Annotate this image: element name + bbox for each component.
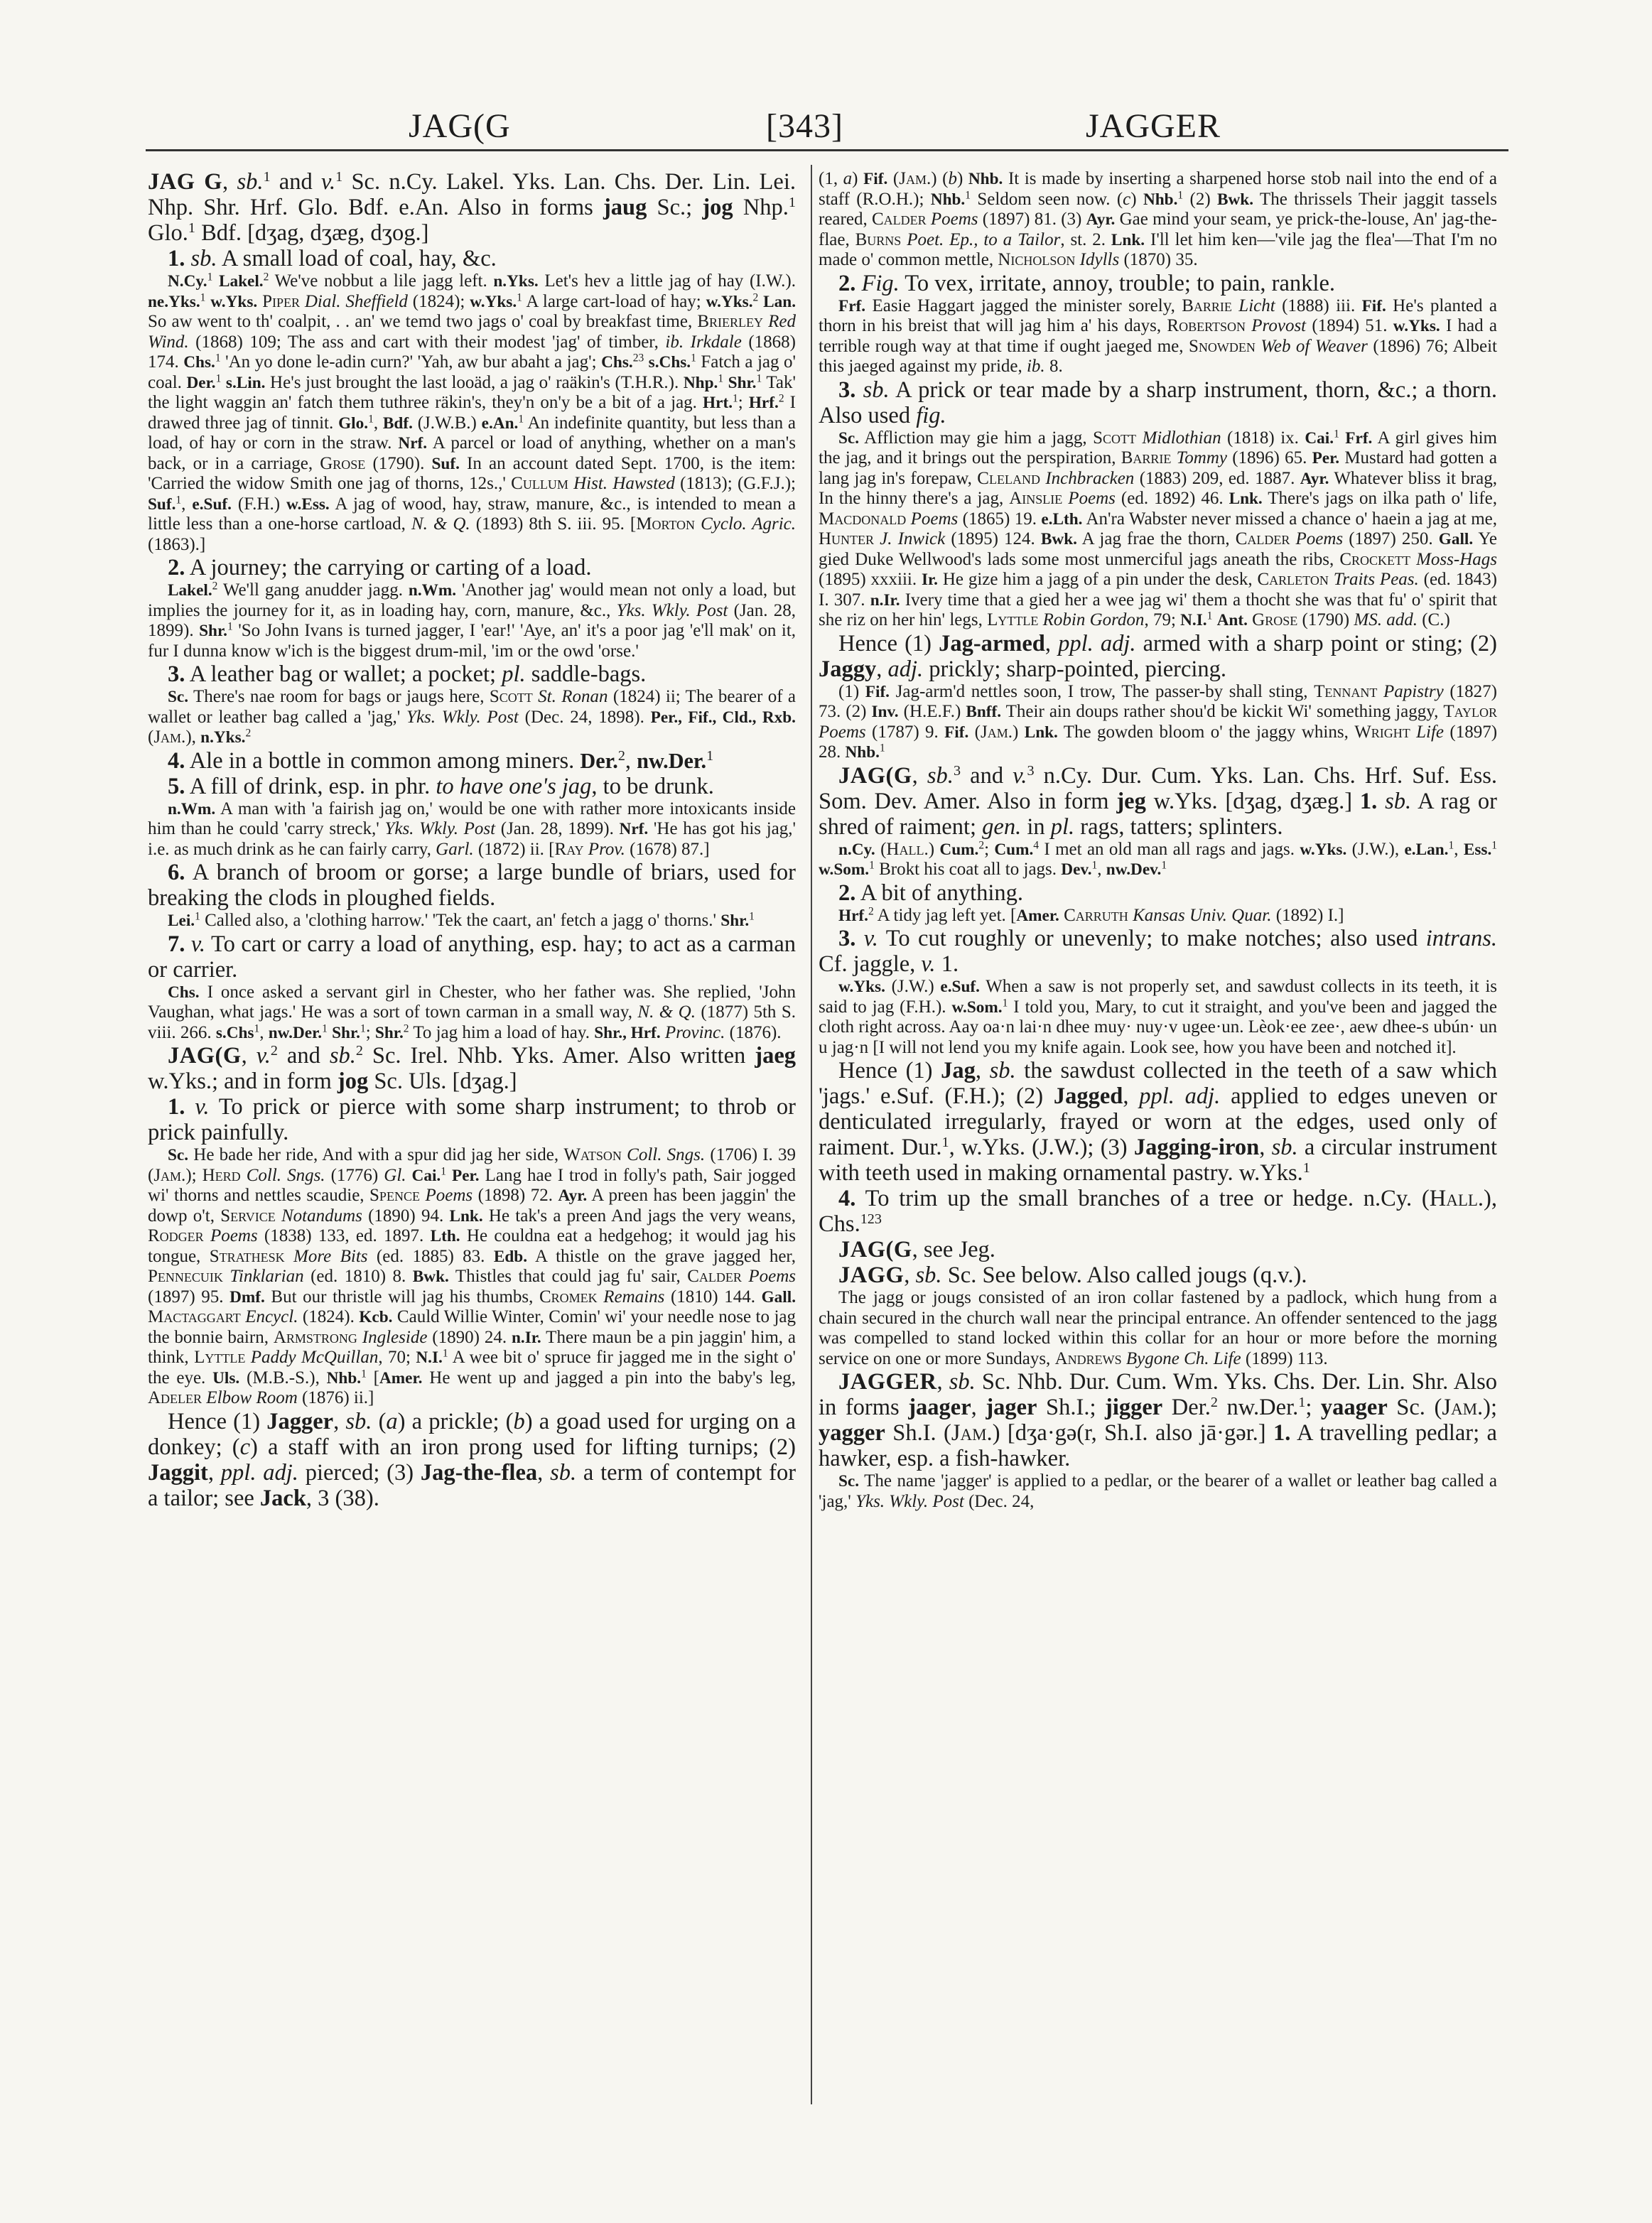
entry-paragraph: (1, a) Fif. (Jam.) (b) Nhb. It is made by inserting a sharpened horse stob nail into the end of a staff (R.O.H.); Nhb.$^1$ Seldom seen now. (c) Nhb.$^1$ (2) Bwk. The thrissels Their jaggit tassels reared, Calder Poems (1897) 81. (3) Ayr. Gae mind your seam, ye prick-the-louse, An' jag-the-flae, Burns Poet. Ep., to a Tailor, st. 2. Lnk. I'll let him ken—'vile jag the flea'—That I'm no made o' common mettle, Nicholson Idylls (1870) 35. (819, 169, 1497, 269)
entry-paragraph: JAGGER, sb. Sc. Nhb. Dur. Cum. Wm. Yks. Chs. Der. Lin. Shr. Also in forms jaager, jager Sh.I.; jigger Der.$^2$ nw.Der.$^1$; yaager Sc. (Jam.); yagger Sh.I. (Jam.) [dʒa·gə(r, Sh.I. also jā·gər.] 1. A travelling pedlar; a hawker, esp. a fish-hawker. (819, 1369, 1497, 1471)
entry-paragraph: Sc. The name 'jagger' is applied to a pedlar, or the bearer of a wallet or leather bag called a 'jag,' Yks. Wkly. Post (Dec. 24, (819, 1471, 1497, 1511)
entry-paragraph: JAG(G, see Jeg. (838, 1237, 995, 1262)
entry-paragraph: 2. A bit of anything. (838, 880, 1023, 906)
entry-paragraph: JAG(G, v.$^2$ and sb.$^2$ Sc. Irel. Nhb. Yks. Amer. Also written jaeg w.Yks.; and in form jog Sc. Uls. [dʒag.] (148, 1042, 796, 1094)
entry-paragraph: Hence (1) Jag, sb. the sawdust collected in the teeth of a saw which 'jags.' e.Suf. (F.H.); (2) Jagged, ppl. adj. applied to edges uneven or denticulated irregularly, frayed or worn at the edges, used only of raiment. Dur.$^1$, w.Yks. (J.W.); (3) Jagging-iron, sb. a circular instrument with teeth used in making ornamental pastry. w.Yks.$^1$ (819, 1058, 1497, 1186)
entry-paragraph: 5. A fill of drink, esp. in phr. to have one's jag, to be drunk. (168, 773, 714, 799)
entry-paragraph: JAG G, sb.$^1$ and v.$^1$ Sc. n.Cy. Lakel. Yks. Lan. Chs. Der. Lin. Lei. Nhp. Shr. Hrf. Glo. Bdf. e.An. Also in forms jaug Sc.; jog Nhp.$^1$ Glo.$^1$ Bdf. [dʒag, dʒæg, dʒog.] (148, 169, 796, 246)
entry-paragraph: Lei.$^1$ Called also, a 'clothing harrow.' 'Tek the caart, an' fetch a jagg o' thorns.' Shr.$^1$ (168, 910, 755, 930)
entry-paragraph: 2. A journey; the carrying or carting of a load. (168, 555, 592, 580)
left-column (148, 169, 796, 2116)
entry-paragraph: Sc. Affliction may gie him a jagg, Scott Midlothian (1818) ix. Cai.$^1$ Frf. A girl gives him the jag, and it brings out the perspiration, Barrie Tommy (1896) 65. Per. Mustard had gotten a lang jag in's forepaw, Cleland Inchbracken (1883) 209, ed. 1887. Ayr. Whatever bliss it brag, In the hinny there's a jag, Ainslie Poems (ed. 1892) 46. Lnk. There's jags on ilka path o' life, Macdonald Poems (1865) 19. e.Lth. An'ra Wabster never missed a chance o' haein a jag at me, Hunter J. Inwick (1895) 124. Bwk. A jag frae the thorn, Calder Poems (1897) 250. Gall. Ye gied Duke Wellwood's lads some most unmerciful jags aneath the ribs, Crockett Moss-Hags (1895) xxxiii. Ir. He gize him a jagg of a pin under the desk, Carleton Traits Peas. (ed. 1843) I. 307. n.Ir. Ivery time that a gied her a wee jag wi' them a thocht she was that fu' o' spirit that she riz on her hin' legs, Lyttle Robin Gordon, 79; N.I.$^1$ Ant. Grose (1790) MS. add. (C.) (819, 427, 1497, 629)
entry-paragraph: 1. v. To prick or pierce with some sharp instrument; to throb or prick painfully. (148, 1094, 796, 1145)
entry-paragraph: 3. A leather bag or wallet; a pocket; pl. saddle-bags. (168, 661, 647, 687)
column-separator (811, 165, 812, 2104)
entry-paragraph: Hrf.$^2$ A tidy jag left yet. [Amer. Carruth Kansas Univ. Quar. (1892) I.] (838, 904, 1344, 925)
entry-paragraph: 3. v. To cut roughly or unevenly; to make notches; also used intrans. Cf. jaggle, v. 1. (819, 926, 1497, 977)
header-left-headword: JAG(G (409, 107, 511, 145)
entry-paragraph: Lakel.$^2$ We'll gang anudder jagg. n.Wm. 'Another jag' would mean not only a load, but implies the journey for it, as in loading hay, corn, manure, &c., Yks. Wkly. Post (Jan. 28, 1899). Shr.$^1$ 'So John Ivans is turned jagger, I 'ear!' 'Aye, an' it's a poor jag 'e'll mak' on it, fur I dunna know w'ich is the biggest drum-mil, 'im or the owd 'orse.' (148, 580, 796, 661)
header-rule (146, 149, 1508, 151)
entry-paragraph: 7. v. To cart or carry a load of anything, esp. hay; to act as a carman or carrier. (148, 931, 796, 983)
entry-paragraph: 6. A branch of broom or gorse; a large bundle of briars, used for breaking the clods in ploughed fields. (148, 860, 796, 911)
entry-paragraph: JAG(G, sb.$^3$ and v.$^3$ n.Cy. Dur. Cum. Yks. Lan. Chs. Hrf. Suf. Ess. Som. Dev. Amer. Also in form jeg w.Yks. [dʒag, dʒæg.] 1. sb. A rag or shred of raiment; gen. in pl. rags, tatters; splinters. (819, 762, 1497, 840)
entry-paragraph: 1. sb. A small load of coal, hay, &c. (168, 246, 497, 271)
entry-paragraph: 3. sb. A prick or tear made by a sharp instrument, thorn, &c.; a thorn. Also used fig. (819, 377, 1497, 428)
running-header (0, 99, 1652, 156)
entry-paragraph: Frf. Easie Haggart jagged the minister sorely, Barrie Licht (1888) iii. Fif. He's planted a thorn in his breist that will jag him a' his days, Robertson Provost (1894) 51. w.Yks. I had a terrible rough way at that time if ought jaeged me, Snowden Web of Weaver (1896) 76; Albeit this jaeged against my pride, ib. 8. (819, 296, 1497, 376)
page-number: [343] (766, 107, 843, 145)
right-column (819, 169, 1497, 2116)
header-right-headword: JAGGER (1086, 107, 1221, 145)
entry-paragraph: 2. Fig. To vex, irritate, annoy, trouble; to pain, rankle. (838, 270, 1336, 296)
entry-paragraph: 4. Ale in a bottle in common among miners. Der.$^2$, nw.Der.$^1$ (168, 747, 714, 774)
entry-paragraph: (1) Fif. Jag-arm'd nettles soon, I trow, The passer-by shall sting, Tennant Papistry (1827) 73. (2) Inv. (H.E.F.) Bnff. Their ain doups rather shou'd be kickit Wi' something jaggy, Taylor Poems (1787) 9. Fif. (Jam.) Lnk. The gowden bloom o' the jaggy whins, Wright Life (1897) 28. Nhb.$^1$ (819, 681, 1497, 762)
entry-paragraph: n.Wm. A man with 'a fairish jag on,' would be one with rather more intoxicants inside him than he could 'carry streck,' Yks. Wkly. Post (Jan. 28, 1899). Nrf. 'He has got his jag,' i.e. as much drink as he can fairly carry, Garl. (1872) ii. [Ray Prov. (1678) 87.] (148, 799, 796, 859)
entry-paragraph: w.Yks. (J.W.) e.Suf. When a saw is not properly set, and sawdust collects in its teeth, it is said to jag (F.H.). w.Som.$^1$ I told you, Mary, to cut it straight, and you've been and jagged the cloth right across. Aay oa·n lai·n dhee muy· nuy·v ugee·un. Lèok·ee zee·, aew dhee-s ubún· un u jag·n [I will not lend you my knife again. Look see, how you have been and notched it]. (819, 977, 1497, 1057)
entry-paragraph: The jagg or jougs consisted of an iron collar fastened by a padlock, which hung from a chain secured in the church wall near the principal entrance. An offender sentenced to the jagg was compelled to stand locked within this collar for an hour or more before the morning service on one or more Sundays, Andrews Bygone Ch. Life (1899) 113. (819, 1288, 1497, 1368)
entry-paragraph: Hence (1) Jagger, sb. (a) a prickle; (b) a goad used for urging on a donkey; (c) a staff with an iron prong used for lifting turnips; (2) Jaggit, ppl. adj. pierced; (3) Jag-the-flea, sb. a term of contempt for a tailor; see Jack, 3 (38). (148, 1408, 796, 1511)
entry-paragraph: n.Cy. (Hall.) Cum.$^2$; Cum.$^4$ I met an old man all rags and jags. w.Yks. (J.W.), e.Lan.$^1$, Ess.$^1$ w.Som.$^1$ Brokt his coat all to jags. Dev.$^1$, nw.Dev.$^1$ (819, 838, 1497, 879)
entry-paragraph: Sc. There's nae room for bags or jaugs here, Scott St. Ronan (1824) ii; The bearer of a wallet or leather bag called a 'jag,' Yks. Wkly. Post (Dec. 24, 1898). Per., Fif., Cld., Rxb. (Jam.), n.Yks.$^2$ (148, 687, 796, 747)
entry-paragraph: 4. To trim up the small branches of a tree or hedge. n.Cy. (Hall.), Chs.$^{123}$ (819, 1186, 1497, 1237)
entry-paragraph: Sc. He bade her ride, And with a spur did jag her side, Watson Coll. Sngs. (1706) I. 39 (Jam.); Herd Coll. Sngs. (1776) Gl. Cai.$^1$ Per. Lang hae I trod in folly's path, Sair jogged wi' thorns and nettles scaudie, Spence Poems (1898) 72. Ayr. A preen has been jaggin' the dowp o't, Service Notandums (1890) 94. Lnk. He tak's a preen And jags the very weans, Rodger Poems (1838) 133, ed. 1897. Lth. He couldna eat a hedgehog; it would jag his tongue, Strathesk More Bits (ed. 1885) 83. Edb. A thistle on the grave jagged her, Pennecuik Tinklarian (ed. 1810) 8. Bwk. Thistles that could jag fu' sair, Calder Poems (1897) 95. Dmf. But our thristle will jag his thumbs, Cromek Remains (1810) 144. Gall. Mactaggart Encycl. (1824). Kcb. Cauld Willie Winter, Comin' wi' your needle nose to jag the bonnie bairn, Armstrong Ingleside (1890) 24. n.Ir. There maun be a pin jaggin' him, a think, Lyttle Paddy McQuillan, 70; N.I.$^1$ A wee bit o' spruce fir jagged me in the sight o' the eye. Uls. (M.B.-S.), Nhb.$^1$ [Amer. He went up and jagged a pin into the baby's leg, Adeler Elbow Room (1876) ii.] (148, 1145, 796, 1407)
entry-paragraph: N.Cy.$^1$ Lakel.$^2$ We've nobbut a lile jagg left. n.Yks. Let's hev a little jag of hay (I.W.). ne.Yks.$^1$ w.Yks. Piper Dial. Sheffield (1824); w.Yks.$^1$ A large cart-load of hay; w.Yks.$^2$ Lan. So aw went to th' coalpit, . . an' we temd two jags o' coal by breakfast time, Brierley Red Wind. (1868) 109; The ass and cart with their modest 'jag' of timber, ib. Irkdale (1868) 174. Chs.$^1$ 'An yo done le-adin curn?' 'Yah, aw bur abaht a jag'; Chs.$^{23}$ s.Chs.$^1$ Fatch a jag o' coal. Der.$^1$ s.Lin. He's just brought the last looäd, a jag o' raäkin's (T.H.R.). Nhp.$^1$ Shr.$^1$ Tak' the light waggin an' fatch them tuthree räkin's, they'n on'y be a bit of a jag. Hrt.$^1$; Hrf.$^2$ I drawed three jag of tinnit. Glo.$^1$, Bdf. (J.W.B.) e.An.$^1$ An indefinite quantity, but less than a load, of hay or corn in the straw. Nrf. A parcel or load of anything, whether on a man's back, or in a carriage, Grose (1790). Suf. In an account dated Sept. 1700, is the item: 'Carried the widow Smith one jag of thorns, 12s.,' Cullum Hist. Hawsted (1813); (G.F.J.); Suf.$^1$, e.Suf. (F.H.) w.Ess. A jag of wood, hay, straw, manure, &c., is intended to mean a little less than a one-horse cartload, N. & Q. (1893) 8th S. iii. 95. [Morton Cyclo. Agric. (1863).] (148, 271, 796, 554)
entry-paragraph: Chs. I once asked a servant girl in Chester, who her father was. She replied, 'John Vaughan, what jags.' He was a sort of town carman in a small way, N. & Q. (1877) 5th S. viii. 266. s.Chs$^1$, nw.Der.$^1$ Shr.$^1$; Shr.$^2$ To jag him a load of hay. Shr., Hrf. Provinc. (1876). (148, 982, 796, 1042)
entry-paragraph: Hence (1) Jag-armed, ppl. adj. armed with a sharp point or sting; (2) Jaggy, adj. prickly; sharp-pointed, piercing. (819, 630, 1497, 682)
entry-paragraph: JAGG, sb. Sc. See below. Also called jougs (q.v.). (838, 1262, 1307, 1288)
